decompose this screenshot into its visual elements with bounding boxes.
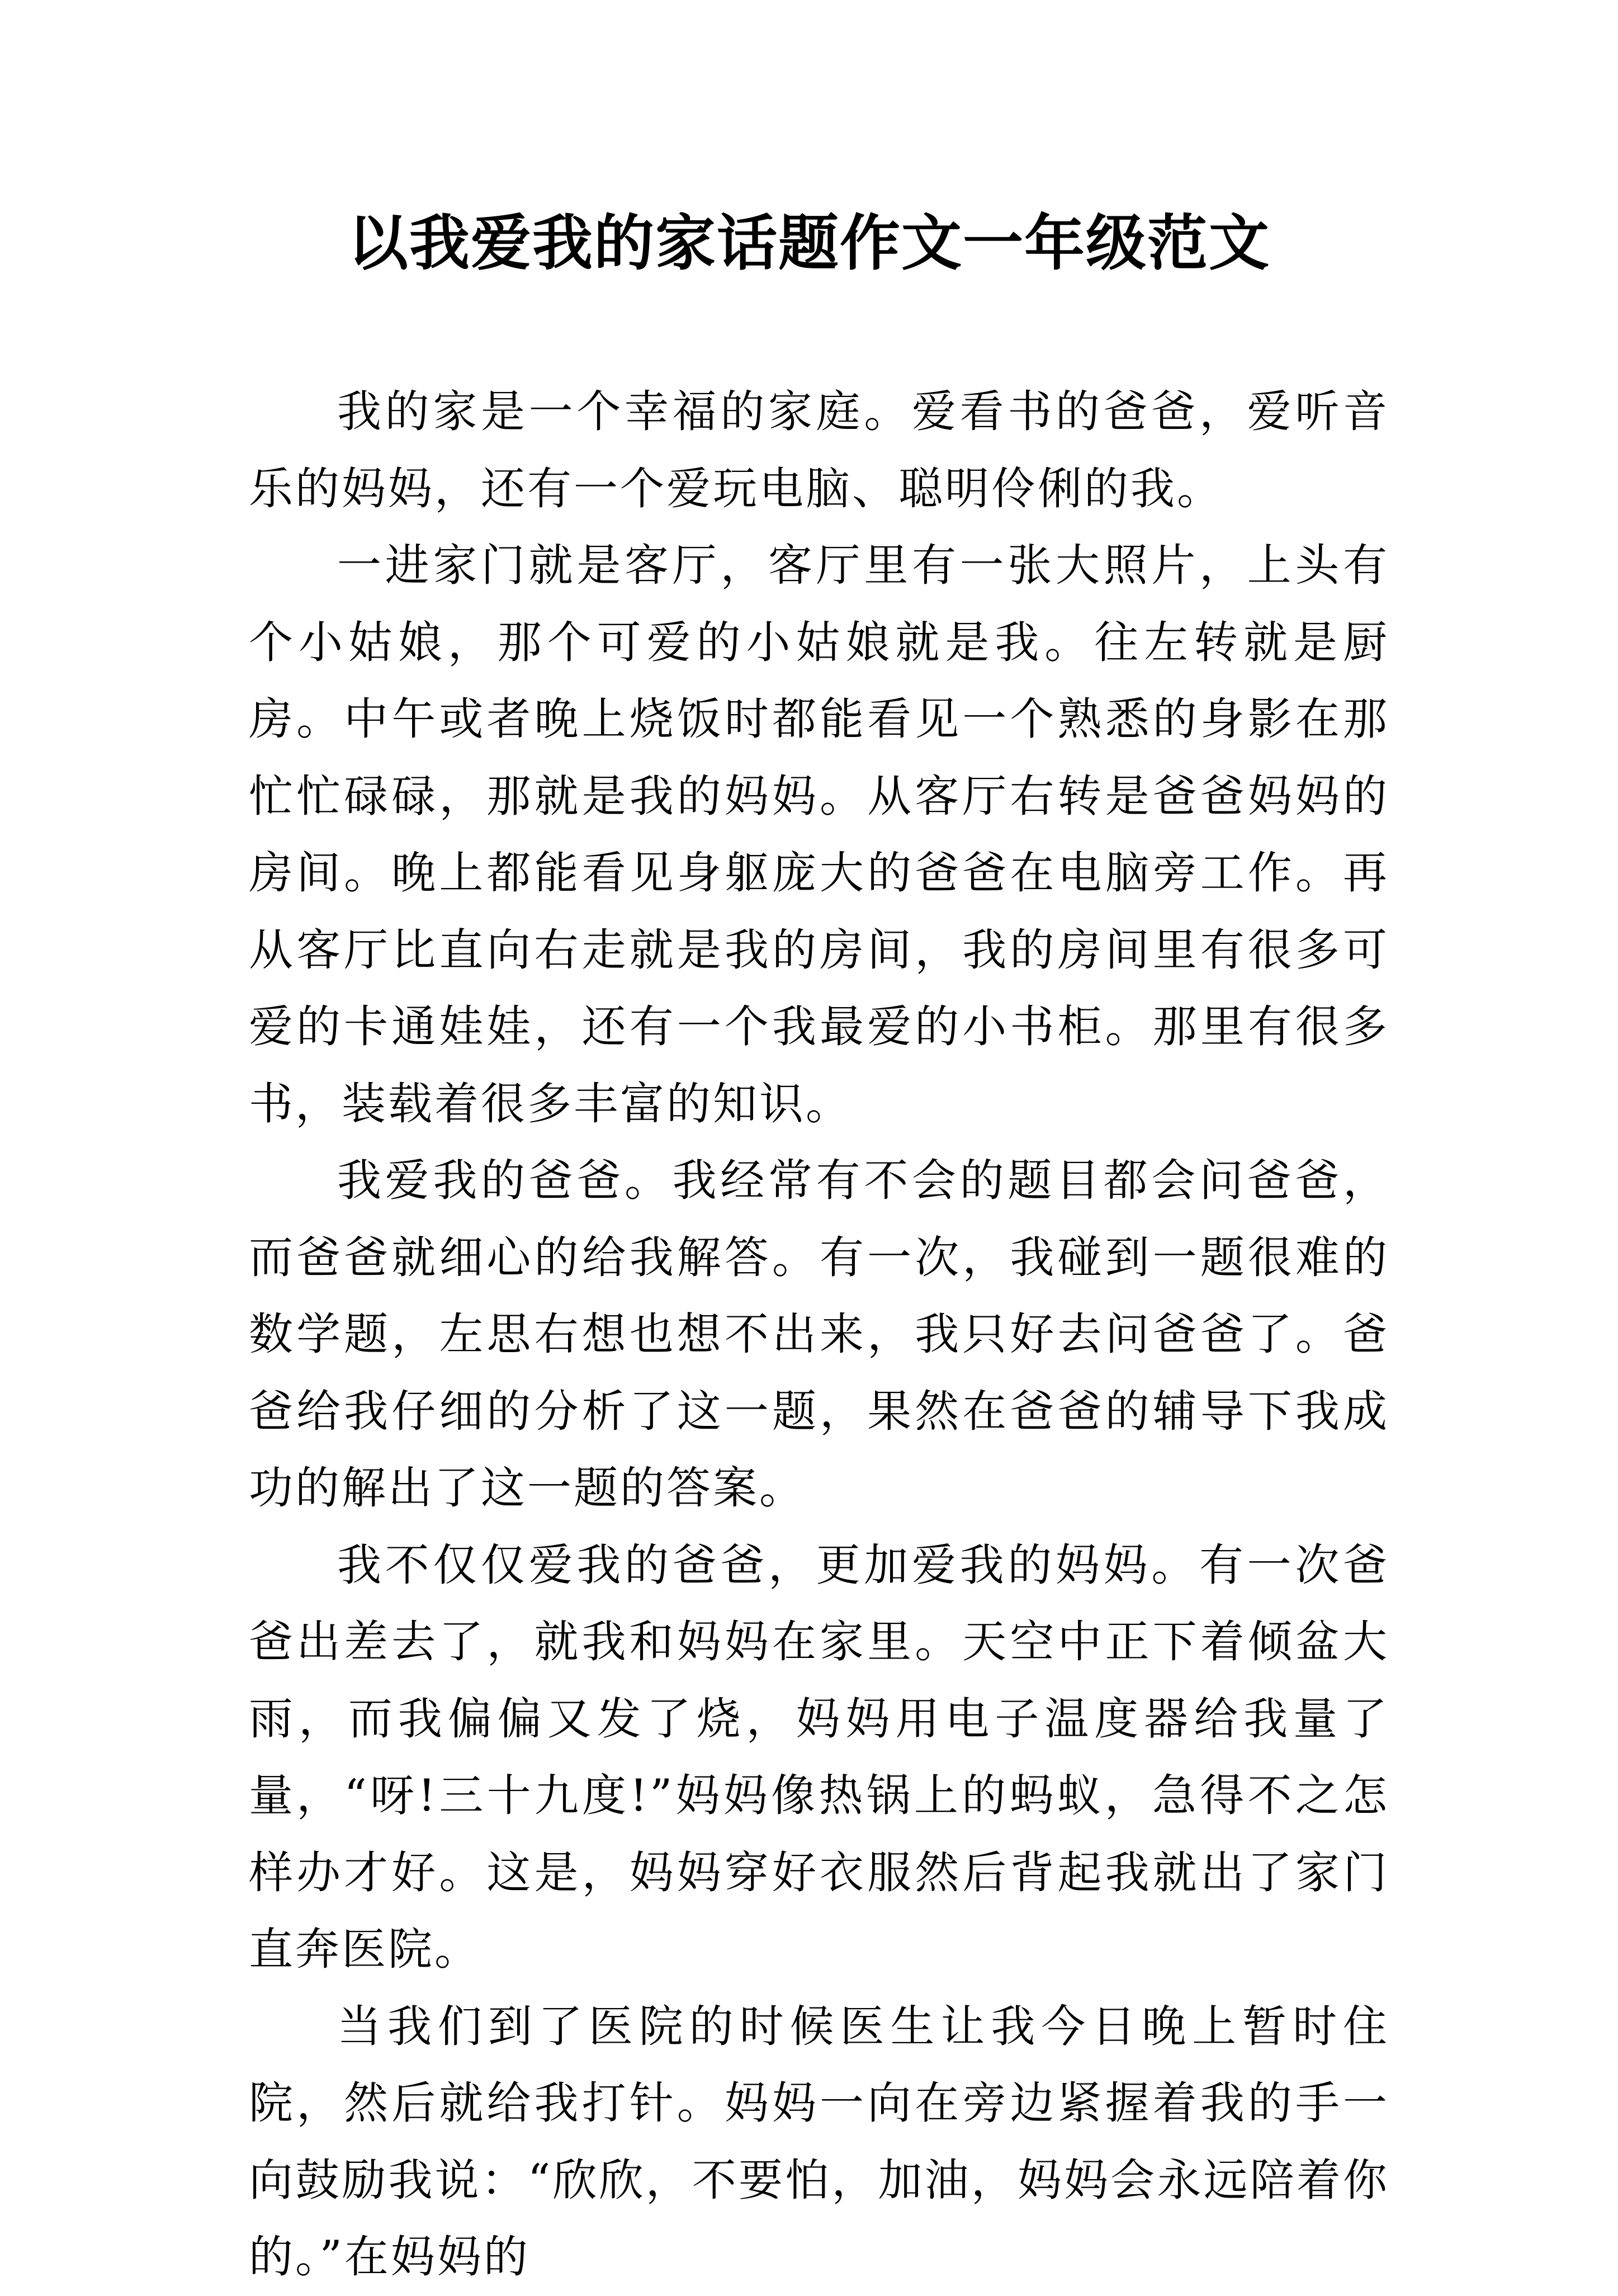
document-title: 以我爱我的家话题作文一年级范文 <box>347 208 1270 278</box>
paragraph-1: 我的家是一个幸福的家庭。爱看书的爸爸，爱听音乐的妈妈，还有一个爱玩电脑、聪明伶俐的我。 <box>249 386 1389 514</box>
document-body <box>249 374 1389 2296</box>
paragraph-4: 我不仅仅爱我的爸爸，更加爱我的妈妈。有一次爸爸出差去了，就我和妈妈在家里。天空中正下着倾盆大雨，而我偏偏又发了烧，妈妈用电子温度器给我量了量，“呀!三十九度!”妈妈像热锅上的蚂蚁，急得不之怎样办才好。这是，妈妈穿好衣服然后背起我就出了家门直奔医院。 <box>249 1539 1389 1975</box>
paragraph-5: 当我们到了医院的时候医生让我今日晚上暂时住院，然后就给我打针。妈妈一向在旁边紧握着我的手一向鼓励我说：“欣欣，不要怕，加油，妈妈会永远陪着你的。”在妈妈的 <box>249 2000 1389 2283</box>
paragraph-3: 我爱我的爸爸。我经常有不会的题目都会问爸爸，而爸爸就细心的给我解答。有一次，我碰到一题很难的数学题，左思右想也想不出来，我只好去问爸爸了。爸爸给我仔细的分析了这一题，果然在爸爸的辅导下我成功的解出了这一题的答案。 <box>249 1155 1389 1514</box>
paragraph-2: 一进家门就是客厅，客厅里有一张大照片，上头有个小姑娘，那个可爱的小姑娘就是我。往左转就是厨房。中午或者晚上烧饭时都能看见一个熟悉的身影在那忙忙碌碌，那就是我的妈妈。从客厅右转是爸爸妈妈的房间。晚上都能看见身躯庞大的爸爸在电脑旁工作。再从客厅比直向右走就是我的房间，我的房间里有很多可爱的卡通娃娃，还有一个我最爱的小书柜。那里有很多书，装载着很多丰富的知识。 <box>249 540 1389 1130</box>
